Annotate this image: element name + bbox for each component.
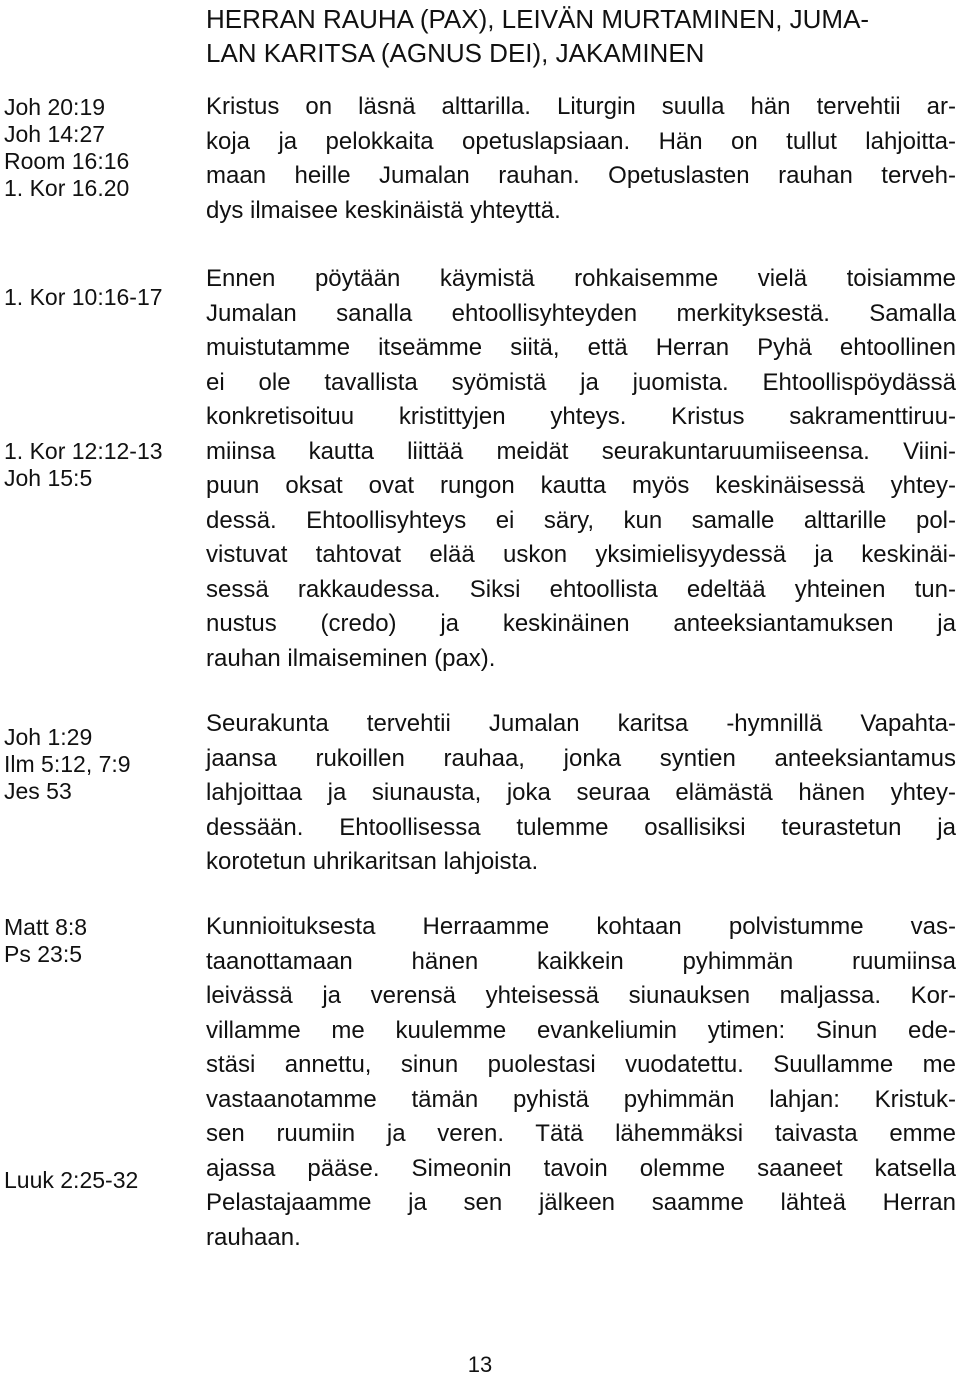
paragraph-line: taanottamaan hänen kaikkein pyhimmän ruumiinsa <box>206 947 956 975</box>
heading-line: LAN KARITSA (AGNUS DEI), JAKAMINEN <box>206 38 705 68</box>
paragraph-line: miinsa kautta liittää meidät seurakuntaruumiiseensa. Viini- <box>206 437 956 465</box>
paragraph-line: dessä. Ehtoollisyhteys ei säry, kun samalle alttarille pol- <box>206 506 956 534</box>
paragraph-line: Jumalan sanalla ehtoollisyhteyden merkityksestä. Samalla <box>206 299 956 327</box>
margin-reference: Room 16:16 <box>4 148 130 174</box>
margin-reference: Joh 1:29 <box>4 724 93 750</box>
paragraph-line: Kunnioituksesta Herraamme kohtaan polvistumme vas- <box>206 913 956 940</box>
margin-reference: 1. Kor 10:16-17 <box>4 284 163 310</box>
margin-reference: Joh 14:27 <box>4 121 106 147</box>
margin-references-group <box>4 914 87 968</box>
paragraph-line: muistutamme itseämme siitä, että Herran Pyhä ehtoollinen <box>206 334 956 361</box>
margin-reference: 1. Kor 16.20 <box>4 175 130 201</box>
margin-reference: Matt 8:8 <box>4 914 88 940</box>
paragraph-communion <box>206 910 956 1255</box>
paragraph-line: Ennen pöytään käymistä rohkaisemme vielä toisiamme <box>206 265 956 292</box>
paragraph-breaking-bread <box>206 262 956 676</box>
paragraph-line: stäsi annettu, sinun puolestasi vuodatettu. Suullamme me <box>206 1051 956 1078</box>
heading-line: HERRAN RAUHA (PAX), LEIVÄN MURTAMINEN, JUMA- <box>206 4 870 34</box>
margin-reference: Ilm 5:12, 7:9 <box>4 751 131 777</box>
margin-references-group <box>4 94 129 202</box>
margin-reference: Jes 53 <box>4 778 72 804</box>
paragraph-line: koja ja pelokkaita opetuslapsiaan. Hän on tullut lahjoitta- <box>206 127 956 155</box>
margin-reference: Joh 20:19 <box>4 94 106 120</box>
margin-references-group <box>4 284 163 311</box>
paragraph-line: sessä rakkaudessa. Siksi ehtoollista edeltää yhteinen tun- <box>206 575 956 603</box>
paragraph-line: nustus (credo) ja keskinäinen anteeksiantamuksen ja <box>206 610 956 637</box>
paragraph-line: ajassa pääse. Simeonin tavoin olemme saaneet katsella <box>206 1154 956 1182</box>
paragraph-line: korotetun uhrikaritsan lahjoista. <box>206 848 539 875</box>
paragraph-line: Kristus on läsnä alttarilla. Liturgin suulla hän tervehtii ar- <box>206 93 956 120</box>
paragraph-line: ei ole tavallista syömistä ja juomista. Ehtoollispöydässä <box>206 368 956 396</box>
paragraph-line: maan heille Jumalan rauhan. Opetuslasten rauhan terveh- <box>206 162 956 189</box>
paragraph-line: villamme me kuulemme evankeliumin ytimen: Sinun ede- <box>206 1016 956 1044</box>
paragraph-agnus-dei <box>206 707 956 880</box>
margin-references-group <box>4 438 163 492</box>
paragraph-line: lahjoittaa ja siunausta, joka seuraa elämästä hänen yhtey- <box>206 779 956 806</box>
paragraph-line: rauhan ilmaiseminen (pax). <box>206 644 496 672</box>
page-number: 13 <box>467 1352 493 1377</box>
paragraph-line: dys ilmaisee keskinäistä yhteyttä. <box>206 196 561 224</box>
paragraph-line: Pelastajaamme ja sen jälkeen saamme lähteä Herran <box>206 1189 956 1216</box>
paragraph-line: jaansa rukoillen rauhaa, jonka syntien anteeksiantamus <box>206 744 956 772</box>
paragraph-line: Seurakunta tervehtii Jumalan karitsa -hymnillä Vapahta- <box>206 710 956 737</box>
paragraph-line: vistuvat tahtovat elää uskon yksimielisyydessä ja keskinäi- <box>206 541 956 568</box>
paragraph-line: sen ruumiin ja veren. Tätä lähemmäksi taivasta emme <box>206 1120 956 1147</box>
margin-reference: Ps 23:5 <box>4 941 82 967</box>
paragraph-line: rauhaan. <box>206 1223 301 1251</box>
margin-references-group <box>4 724 131 805</box>
section-heading <box>206 2 946 70</box>
paragraph-pax <box>206 90 956 228</box>
paragraph-line: vastaanotamme tämän pyhistä pyhimmän lahjan: Kristuk- <box>206 1085 956 1113</box>
margin-reference: 1. Kor 12:12-13 <box>4 438 163 464</box>
paragraph-line: puun oksat ovat rungon kautta myös keskinäisessä yhtey- <box>206 472 956 499</box>
paragraph-line: konkretisoituu kristittyjen yhteys. Kristus sakramenttiruu- <box>206 403 956 430</box>
margin-references-group <box>4 1167 138 1194</box>
margin-reference: Joh 15:5 <box>4 465 93 491</box>
paragraph-line: leivässä ja verensä yhteisessä siunauksen maljassa. Kor- <box>206 982 956 1009</box>
margin-reference: Luuk 2:25-32 <box>4 1167 139 1193</box>
paragraph-line: dessään. Ehtoollisessa tulemme osallisiksi teurastetun ja <box>206 813 956 841</box>
